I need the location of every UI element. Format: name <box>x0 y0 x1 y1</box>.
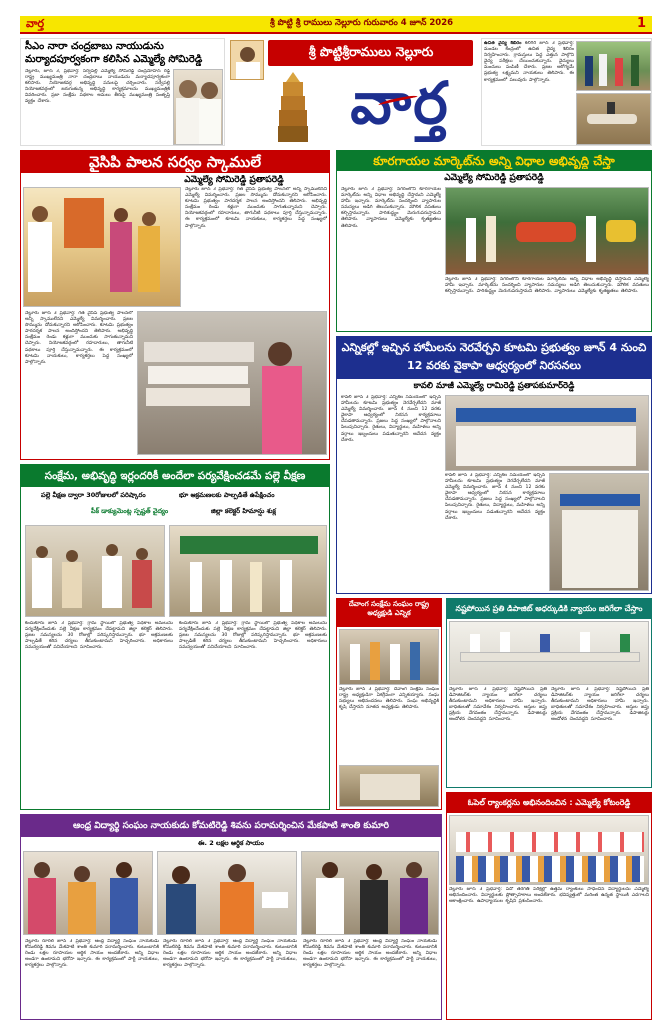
story-student-body-3: నెల్లూరు రూరల్ జూన్ 3 ప్రభవార్త: ఆంధ్ర విద్యార్థి సంఘం నాయకుడు కోమటిరెడ్డి శివను మేకపాటి శాంతి కుమారి పరామర్శించారు. కుటుంబానికి రెండు లక్షల రూపాయల ఆర్థిక సాయం అందజేశారు. అన్ని విధాల అండగా ఉంటామని భరోసా ఇచ్చారు. ఈ కార్యక్రమంలో పార్టీ నాయకులు, కార్యకర్తలు పాల్గొన్నారు. <box>303 939 437 969</box>
story-village-bullet-4: జిల్లా కలెక్టర్ హిమాన్షు శుక్ల <box>211 507 276 515</box>
story-student-banner <box>21 815 441 837</box>
story-market-subhead: ఎమ్మెల్యే సోమిరెడ్డి ప్రతాపరెడ్డి <box>444 173 544 183</box>
story-scams-photo-1 <box>23 187 181 307</box>
top-brand: వార్త <box>26 17 45 30</box>
story-medical-text: కలిగిరి జూన్ 3 ప్రభవార్త: మండల కేంద్రంలో ఉచిత వైద్య శిబిరం నిర్వహించారు. గ్రామస్తులు పెద్ద ఎత్తున పాల్గొని వైద్య పరీక్షలు చేయించుకున్నారు. వైద్యులు మందులు పంపిణీ చేశారు. ప్రజల ఆరోగ్యమే ప్రభుత్వ లక్ష్యమని నాయకులు తెలిపారు. ఈ కార్యక్రమంలో పలువురు పాల్గొన్నారు. <box>484 41 574 83</box>
story-student-photo-2 <box>157 851 297 935</box>
story-rankers-banner <box>447 793 651 813</box>
story-protests-subhead: కావలి మాజీ ఎమ్మెల్యే రామిరెడ్డి ప్రతాపకుమార్‌రెడ్డి <box>413 381 575 391</box>
story-village-banner <box>21 465 329 487</box>
story-scams-headline: వైసిపి పాలన సర్వం స్కాములే <box>88 153 262 171</box>
story-scams-body-2: నెల్లూరు జూన్ 3 ప్రభవార్త: గత వైసిపి ప్రభుత్వ పాలనలో అన్నీ స్కాములేనని ఎమ్మెల్యే విమర్శించారు. ప్రజల సొమ్మును దోచుకున్నారని ఆరోపించారు. కూటమి ప్రభుత్వం పారదర్శక పాలన అందిస్తోందని తెలిపారు. అభివృద్ధి సంక్షేమం రెండు కళ్లుగా ముందుకు సాగుతున్నామని చెప్పారు. నియోజకవర్గంలో రహదారులు, తాగునీటి పథకాలు పూర్తి చేస్తున్నామన్నారు. ఈ కార్యక్రమంలో కూటమి నాయకులు, కార్యకర్తలు పెద్ద సంఖ్యలో పాల్గొన్నారు. <box>25 311 133 365</box>
story-medical-body <box>484 41 574 145</box>
story-scams <box>20 150 330 460</box>
masthead <box>228 38 478 144</box>
story-student-leader <box>20 814 442 1020</box>
story-depositors-banner <box>447 599 651 619</box>
story-village-photo-2 <box>169 525 327 617</box>
story-devanga-photo-2 <box>339 765 439 807</box>
story-medical-photo-2 <box>576 93 651 145</box>
story-depositors-body-2: నెల్లూరు జూన్ 3 ప్రభవార్త: నష్టపోయిన ప్రతి డిపాజిటర్‌కు న్యాయం జరిగేలా చర్యలు తీసుకుంటామని అధికారులు హామీ ఇచ్చారు. బాధితులతో సమావేశం నిర్వహించారు. ఆస్తుల జప్తు ప్రక్రియ వేగవంతం చేస్తామన్నారు. డిపాజిటర్లు ఆందోళన చెందవద్దని సూచించారు. <box>551 687 649 723</box>
story-depositors <box>446 598 652 788</box>
story-cm-headline: సీఎం నారా చంద్రబాబు నాయుడును మర్యాదపూర్వకంగా కలిసిన ఎమ్మెల్యే సోమిరెడ్డి <box>25 41 203 65</box>
story-market-photo <box>445 187 649 275</box>
story-depositors-photo <box>449 621 649 685</box>
story-village-headline: సంక్షేమ, అభివృద్ధి ఇర్లందరికీ అందేలా పర్యవేక్షించడమే పల్లె వీక్షణ <box>44 470 306 482</box>
story-village-body-2: కందుకూరు జూన్ 3 ప్రభవార్త: గ్రామ స్థాయిలో ప్రభుత్వ పథకాల అమలును పర్యవేక్షించేందుకు పల్లె వీక్షణ కార్యక్రమం చేపట్టామని జిల్లా కలెక్టర్ తెలిపారు. ప్రజల సమస్యలను 30 రోజుల్లో పరిష్కరిస్తామన్నారు. భూ ఆక్రమణలకు పాల్పడితే కఠిన చర్యలు తీసుకుంటామని హెచ్చరించారు. అధికారులు సమన్వయంతో పనిచేయాలని సూచించారు. <box>179 621 327 651</box>
masthead-title: వార్త <box>350 69 450 137</box>
story-scams-banner <box>21 151 329 173</box>
story-medical-headline: ఉచిత వైద్య శిబిరం <box>484 41 522 46</box>
story-market-body: నెల్లూరు జూన్ 3 ప్రభవార్త: నగరంలోని కూరగాయల మార్కెట్‌ను అన్ని విధాల అభివృద్ధి చేస్తామని ఎమ్మెల్యే హామీ ఇచ్చారు. మార్కెట్‌ను సందర్శించి వ్యాపారుల సమస్యలు అడిగి తెలుసుకున్నారు. మౌలిక వసతులు కల్పిస్తామన్నారు. పారిశుద్ధ్యం మెరుగుపరుస్తామని తెలిపారు. వ్యాపారులు ఎమ్మెల్యేకు కృతజ్ఞతలు తెలిపారు. <box>341 187 441 229</box>
masthead-temple <box>278 72 308 142</box>
story-student-photo-3 <box>301 851 439 935</box>
story-market-headline: కూరగాయల మార్కెట్‌ను అన్ని విధాల అభివృద్ధి చేస్తా <box>373 154 615 168</box>
story-rankers <box>446 792 652 1020</box>
story-village-photo-1 <box>25 525 165 617</box>
story-protests-headline: ఎన్నికల్లో ఇచ్చిన హామీలను నెరవేర్చని కూటమి ప్రభుత్వం జూన్ 4 నుంచి 12 వరకు వైకాపా ఆధ్వర్యంలో నిరసనలు <box>341 341 647 372</box>
masthead-portrait <box>230 40 264 80</box>
story-village-bullet-2: భూ ఆక్రమణలకు పాల్పడితే ఉపేక్షించం <box>179 491 275 499</box>
story-devanga <box>336 598 442 810</box>
page-number: 1 <box>636 16 646 31</box>
story-village-bullet-3: పీక్ డాక్యుమెంట్ల స్పష్టత్ వైద్యం <box>91 507 169 515</box>
story-market-body-2: నెల్లూరు జూన్ 3 ప్రభవార్త: నగరంలోని కూరగాయల మార్కెట్‌ను అన్ని విధాల అభివృద్ధి చేస్తామని ఎమ్మెల్యే హామీ ఇచ్చారు. మార్కెట్‌ను సందర్శించి వ్యాపారుల సమస్యలు అడిగి తెలుసుకున్నారు. మౌలిక వసతులు కల్పిస్తామన్నారు. పారిశుద్ధ్యం మెరుగుపరుస్తామని తెలిపారు. వ్యాపారులు ఎమ్మెల్యేకు కృతజ్ఞతలు తెలిపారు. <box>445 277 649 295</box>
story-medical-camp <box>481 38 652 146</box>
story-student-headline: ఆంధ్ర విద్యార్థి సంఘం నాయకుడు కోమటిరెడ్డి శివను పరామర్శించిన మేకపాటి శాంతి కుమారి <box>72 821 389 831</box>
story-depositors-headline: నష్టపోయిన ప్రతి డిపాజిట్ అధర్కుడికి న్యాయం జరిగేలా చేస్తాం <box>455 604 643 613</box>
story-protests-photo-1 <box>445 395 649 471</box>
story-protests-body: కావలి జూన్ 3 ప్రభవార్త: ఎన్నికల సమయంలో ఇచ్చిన హామీలను కూటమి ప్రభుత్వం నెరవేర్చలేదని మాజీ ఎమ్మెల్యే విమర్శించారు. జూన్ 4 నుంచి 12 వరకు వైకాపా ఆధ్వర్యంలో నిరసన కార్యక్రమాలు చేపడతామన్నారు. ప్రజలు పెద్ద సంఖ్యలో పాల్గొనాలని పిలుపునిచ్చారు. రైతులు, విద్యార్థులు, మహిళలు అన్ని వర్గాలు ఇబ్బందులు పడుతున్నారని ఆవేదన వ్యక్తం చేశారు. <box>341 395 441 443</box>
masthead-banner <box>268 40 473 66</box>
story-student-photo-1 <box>23 851 153 935</box>
story-depositors-body-1: నెల్లూరు జూన్ 3 ప్రభవార్త: నష్టపోయిన ప్రతి డిపాజిటర్‌కు న్యాయం జరిగేలా చర్యలు తీసుకుంటామని అధికారులు హామీ ఇచ్చారు. బాధితులతో సమావేశం నిర్వహించారు. ఆస్తుల జప్తు ప్రక్రియ వేగవంతం చేస్తామన్నారు. డిపాజిటర్లు ఆందోళన చెందవద్దని సూచించారు. <box>449 687 547 723</box>
story-rankers-headline: ఓపెల్ ర్యాంకర్లను అభినందించిన : ఎమ్మెల్యే కోటంరెడ్డి <box>467 798 631 807</box>
story-village-body-1: కందుకూరు జూన్ 3 ప్రభవార్త: గ్రామ స్థాయిలో ప్రభుత్వ పథకాల అమలును పర్యవేక్షించేందుకు పల్లె వీక్షణ కార్యక్రమం చేపట్టామని జిల్లా కలెక్టర్ తెలిపారు. ప్రజల సమస్యలను 30 రోజుల్లో పరిష్కరిస్తామన్నారు. భూ ఆక్రమణలకు పాల్పడితే కఠిన చర్యలు తీసుకుంటామని హెచ్చరించారు. అధికారులు సమన్వయంతో పనిచేయాలని సూచించారు. <box>25 621 173 651</box>
story-devanga-photo <box>339 629 439 685</box>
story-village-visit <box>20 464 330 810</box>
story-rankers-body: నెల్లూరు జూన్ 3 ప్రభవార్త: పదో తరగతి పరీక్షల్లో ఉత్తమ ర్యాంకులు సాధించిన విద్యార్థులను ఎమ్మెల్యే అభినందించారు. విద్యార్థులకు ప్రోత్సాహకాలు అందజేశారు. భవిష్యత్తులో మరింత ఉన్నత స్థాయికి ఎదగాలని ఆకాంక్షించారు. ఉపాధ్యాయుల కృషిని ప్రశంసించారు. <box>449 887 649 905</box>
story-student-subhead: ఈ. 2 లక్షల ఆర్థిక సాయం <box>198 839 264 847</box>
story-market <box>336 150 652 332</box>
story-student-body-1: నెల్లూరు రూరల్ జూన్ 3 ప్రభవార్త: ఆంధ్ర విద్యార్థి సంఘం నాయకుడు కోమటిరెడ్డి శివను మేకపాటి శాంతి కుమారి పరామర్శించారు. కుటుంబానికి రెండు లక్షల రూపాయల ఆర్థిక సాయం అందజేశారు. అన్ని విధాల అండగా ఉంటామని భరోసా ఇచ్చారు. ఈ కార్యక్రమంలో పార్టీ నాయకులు, కార్యకర్తలు పాల్గొన్నారు. <box>25 939 159 969</box>
story-scams-subhead: ఎమ్మెల్యే సోమిరెడ్డి ప్రతాపరెడ్డి <box>184 175 284 185</box>
masthead-district: శ్రీ పొట్టిశ్రీరాములు నెల్లూరు <box>308 44 434 59</box>
story-protests-photo-2 <box>549 473 649 591</box>
top-strip <box>20 16 652 34</box>
story-scams-photo-2 <box>137 311 327 455</box>
story-devanga-body: నెల్లూరు జూన్ 3 ప్రభవార్త: దేవాంగ సంక్షేమ సంఘం రాష్ట్ర అధ్యక్షుడిగా ఏకగ్రీవంగా ఎన్నికయ్యారు. సంఘ సభ్యులు అభినందనలు తెలిపారు. సంఘ అభివృద్ధికి కృషి చేస్తానని నూతన అధ్యక్షుడు తెలిపారు. <box>339 687 439 711</box>
story-protests <box>336 336 652 594</box>
story-cm-meeting <box>20 38 225 146</box>
story-rankers-photo <box>449 815 649 885</box>
story-market-banner <box>337 151 651 171</box>
story-devanga-banner <box>337 599 441 627</box>
story-village-bullet-1: పల్లె వీక్షణ ద్వారా 30రోజులలో పరిష్కారం <box>41 491 146 499</box>
story-protests-banner <box>337 337 651 379</box>
edition-info: శ్రీ పొట్టి శ్రీ రాములు నెల్లూరు గురువారం 4 జూన్ 2026 <box>270 18 454 28</box>
story-student-body-2: నెల్లూరు రూరల్ జూన్ 3 ప్రభవార్త: ఆంధ్ర విద్యార్థి సంఘం నాయకుడు కోమటిరెడ్డి శివను మేకపాటి శాంతి కుమారి పరామర్శించారు. కుటుంబానికి రెండు లక్షల రూపాయల ఆర్థిక సాయం అందజేశారు. అన్ని విధాల అండగా ఉంటామని భరోసా ఇచ్చారు. ఈ కార్యక్రమంలో పార్టీ నాయకులు, కార్యకర్తలు పాల్గొన్నారు. <box>163 939 297 969</box>
story-protests-body-2: కావలి జూన్ 3 ప్రభవార్త: ఎన్నికల సమయంలో ఇచ్చిన హామీలను కూటమి ప్రభుత్వం నెరవేర్చలేదని మాజీ ఎమ్మెల్యే విమర్శించారు. జూన్ 4 నుంచి 12 వరకు వైకాపా ఆధ్వర్యంలో నిరసన కార్యక్రమాలు చేపడతామన్నారు. ప్రజలు పెద్ద సంఖ్యలో పాల్గొనాలని పిలుపునిచ్చారు. రైతులు, విద్యార్థులు, మహిళలు అన్ని వర్గాలు ఇబ్బందులు పడుతున్నారని ఆవేదన వ్యక్తం చేశారు. <box>445 473 545 521</box>
story-medical-photo-1 <box>576 41 651 91</box>
story-devanga-headline: దేవాంగ సంక్షేమ సంఘం రాష్ట్ర అధ్యక్షుడి ఎన్నిక <box>348 600 430 617</box>
story-cm-photo <box>173 69 223 145</box>
story-cm-body: నెల్లూరు, జూన్ 3, ప్రభవార్త: సర్వేపల్లి ఎమ్మెల్యే సోమిరెడ్డి చంద్రమోహన్ రెడ్డి రాష్ట్ర ముఖ్యమంత్రి నారా చంద్రబాబు నాయుడును మర్యాదపూర్వకంగా కలిసారు. నియోజకవర్గ అభివృద్ధి పనులపై చర్చించారు. సర్వేపల్లి నియోజకవర్గంలో జరుగుతున్న అభివృద్ధి కార్యక్రమాలను ముఖ్యమంత్రికి వివరించారు. ప్రజా సంక్షేమ పథకాల అమలు తీరుపై ముఖ్యమంత్రి సంతృప్తి వ్యక్తం చేశారు. <box>25 69 170 105</box>
story-scams-body-1: నెల్లూరు జూన్ 3 ప్రభవార్త: గత వైసిపి ప్రభుత్వ పాలనలో అన్నీ స్కాములేనని ఎమ్మెల్యే విమర్శించారు. ప్రజల సొమ్మును దోచుకున్నారని ఆరోపించారు. కూటమి ప్రభుత్వం పారదర్శక పాలన అందిస్తోందని తెలిపారు. అభివృద్ధి సంక్షేమం రెండు కళ్లుగా ముందుకు సాగుతున్నామని చెప్పారు. నియోజకవర్గంలో రహదారులు, తాగునీటి పథకాలు పూర్తి చేస్తున్నామన్నారు. ఈ కార్యక్రమంలో కూటమి నాయకులు, కార్యకర్తలు పెద్ద సంఖ్యలో పాల్గొన్నారు. <box>185 187 327 229</box>
